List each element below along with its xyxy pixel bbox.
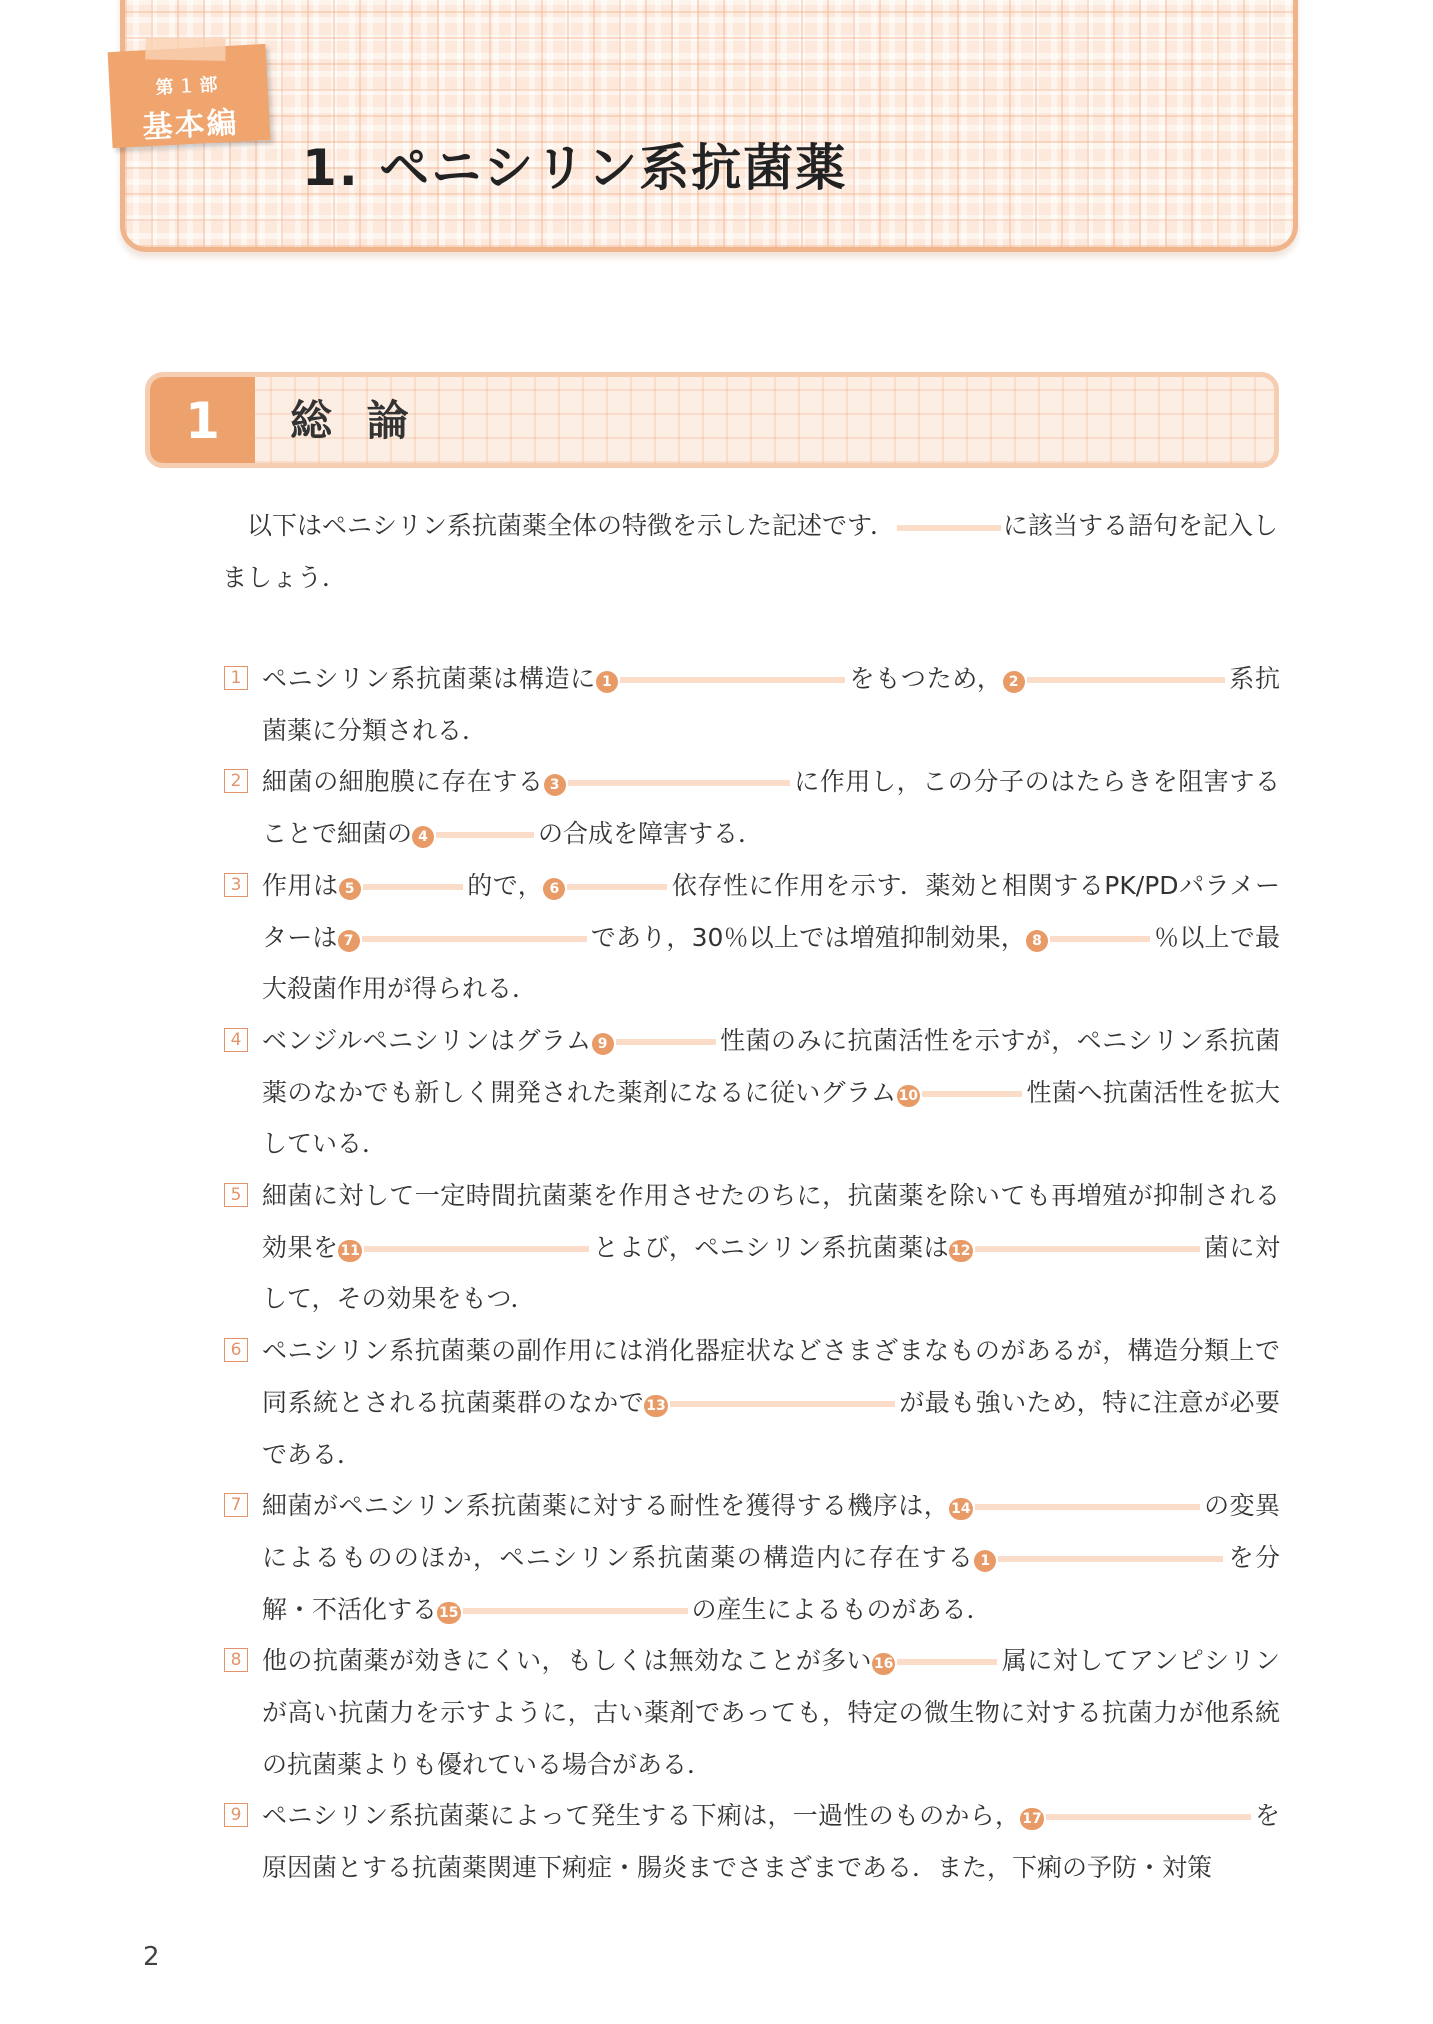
question-text: ペニシリン系抗菌薬の副作用には消化器症状などさまざまなものがあるが，構造分類上で同系統とされる抗菌薬群のなかで: [262, 1336, 1280, 1417]
chapter-title: 1. ペニシリン系抗菌薬: [302, 139, 848, 197]
blank-number-badge: 10: [897, 1085, 920, 1107]
question-item: [222, 1635, 1280, 1790]
section-number: 1: [150, 377, 255, 463]
answer-blank[interactable]: [568, 780, 790, 786]
question-number: 6: [224, 1338, 248, 1362]
answer-blank[interactable]: [1046, 1814, 1251, 1820]
question-text: 細菌の細胞膜に存在する: [262, 767, 544, 797]
question-text: ペニシリン系抗菌薬は構造に: [262, 664, 596, 693]
intro-blank: [897, 525, 1001, 531]
question-text: ベンジルペニシリンはグラム: [262, 1025, 592, 1055]
part-name: 基本編: [141, 105, 240, 146]
question-text: 依存性に作用を示す．薬効と相関するPK/PDパラメーターは: [262, 870, 1280, 952]
question-item: [222, 860, 1280, 1015]
blank-number-badge: 15: [437, 1602, 460, 1624]
question-text: 菌に対して，その効果をもつ．: [262, 1232, 1280, 1314]
blank-number-badge: 4: [412, 826, 434, 848]
page-number: 2: [143, 1942, 160, 1972]
question-number: 9: [224, 1803, 248, 1827]
question-item: [222, 1790, 1280, 1893]
blank-number-badge: 7: [338, 930, 360, 952]
question-text: 作用は: [262, 870, 339, 900]
answer-blank[interactable]: [436, 832, 534, 838]
section-header: [145, 372, 1279, 468]
blank-number-badge: 8: [1026, 930, 1048, 952]
question-item: [222, 1480, 1280, 1635]
question-item: [222, 1325, 1280, 1480]
blank-number-badge: 13: [644, 1395, 667, 1417]
question-text: が最も強いため，特に注意が必要である．: [262, 1387, 1280, 1469]
answer-blank[interactable]: [670, 1401, 895, 1407]
blank-number-badge: 1: [596, 671, 618, 693]
answer-blank[interactable]: [567, 884, 667, 890]
question-text: 細菌に対して一定時間抗菌薬を作用させたのちに，抗菌薬を除いても再増殖が抑制される効果を: [262, 1181, 1280, 1262]
question-text: の合成を障害する．: [538, 819, 764, 849]
section-title: 総 論: [290, 396, 419, 445]
chapter-banner: [120, 0, 1298, 252]
question-text: ％以上で最大殺菌作用が得られる．: [262, 922, 1280, 1004]
question-text: 属に対してアンピシリンが高い抗菌力を示すように，古い薬剤であっても，特定の微生物に対する抗菌力が他系統の抗菌薬よりも優れている場合がある．: [262, 1646, 1280, 1779]
part-label: 第１部: [154, 74, 223, 99]
answer-blank[interactable]: [998, 1556, 1223, 1562]
blank-number-badge: 5: [339, 878, 361, 900]
question-text: に作用し，この分子のはたらきを阻害することで細菌の: [262, 767, 1280, 849]
question-number: 1: [224, 666, 248, 690]
question-number: 3: [224, 873, 248, 897]
answer-blank[interactable]: [463, 1608, 688, 1614]
question-text: を分解・不活化する: [262, 1542, 1280, 1624]
answer-blank[interactable]: [362, 936, 587, 942]
answer-blank[interactable]: [975, 1246, 1200, 1252]
intro-text: [222, 500, 1280, 604]
blank-number-badge: 16: [872, 1653, 895, 1675]
question-item: [222, 1170, 1280, 1325]
blank-number-badge: 12: [949, 1240, 972, 1262]
answer-blank[interactable]: [363, 884, 463, 890]
question-item: [222, 653, 1280, 756]
answer-blank[interactable]: [1050, 936, 1150, 942]
blank-number-badge: 9: [592, 1033, 614, 1055]
question-item: [222, 1015, 1280, 1170]
question-number: 4: [224, 1028, 248, 1052]
question-text: 性菌のみに抗菌活性を示すが，ペニシリン系抗菌薬のなかでも新しく開発された薬剤になるに従いグラム: [262, 1025, 1280, 1107]
blank-number-badge: 14: [949, 1498, 972, 1520]
answer-blank[interactable]: [364, 1246, 589, 1252]
blank-number-badge: 2: [1003, 671, 1025, 693]
question-list: [222, 653, 1280, 1894]
answer-blank[interactable]: [897, 1659, 997, 1665]
question-text: 性菌へ抗菌活性を拡大している．: [262, 1077, 1280, 1159]
question-text: であり，30％以上では増殖抑制効果，: [590, 922, 1026, 952]
intro-before: 以下はペニシリン系抗菌薬全体の特徴を示した記述です．: [247, 511, 896, 540]
question-item: [222, 756, 1280, 859]
blank-number-badge: 17: [1020, 1808, 1043, 1830]
question-number: 8: [224, 1648, 248, 1672]
question-text: とよび，ペニシリン系抗菌薬は: [592, 1232, 950, 1262]
question-text: をもつため，: [848, 664, 1003, 693]
question-number: 2: [224, 769, 248, 793]
part-tag: [108, 44, 271, 148]
question-number: 5: [224, 1183, 248, 1207]
answer-blank[interactable]: [620, 677, 845, 683]
question-text: 系抗菌薬に分類される．: [262, 664, 1280, 745]
question-text: 細菌がペニシリン系抗菌薬に対する耐性を獲得する機序は，: [262, 1491, 950, 1521]
intro-after: に該当する語句を記入しましょう．: [222, 511, 1279, 592]
blank-number-badge: 11: [338, 1240, 361, 1262]
blank-number-badge: 1: [974, 1550, 996, 1572]
answer-blank[interactable]: [616, 1039, 716, 1045]
question-text: を原因菌とする抗菌薬関連下痢症・腸炎までさまざまである．また，下痢の予防・対策: [262, 1801, 1280, 1883]
blank-number-badge: 3: [544, 774, 566, 796]
question-text: の変異によるもののほか，ペニシリン系抗菌薬の構造内に存在する: [262, 1491, 1280, 1572]
question-text: ペニシリン系抗菌薬によって発生する下痢は，一過性のものから，: [262, 1801, 1021, 1831]
question-number: 7: [224, 1493, 248, 1517]
question-text: 他の抗菌薬が効きにくい，もしくは無効なことが多い: [262, 1646, 872, 1676]
answer-blank[interactable]: [922, 1091, 1022, 1097]
question-text: の産生によるものがある．: [691, 1594, 992, 1624]
blank-number-badge: 6: [543, 878, 565, 900]
answer-blank[interactable]: [1027, 677, 1225, 683]
answer-blank[interactable]: [975, 1504, 1200, 1510]
question-text: 的で，: [466, 870, 544, 900]
